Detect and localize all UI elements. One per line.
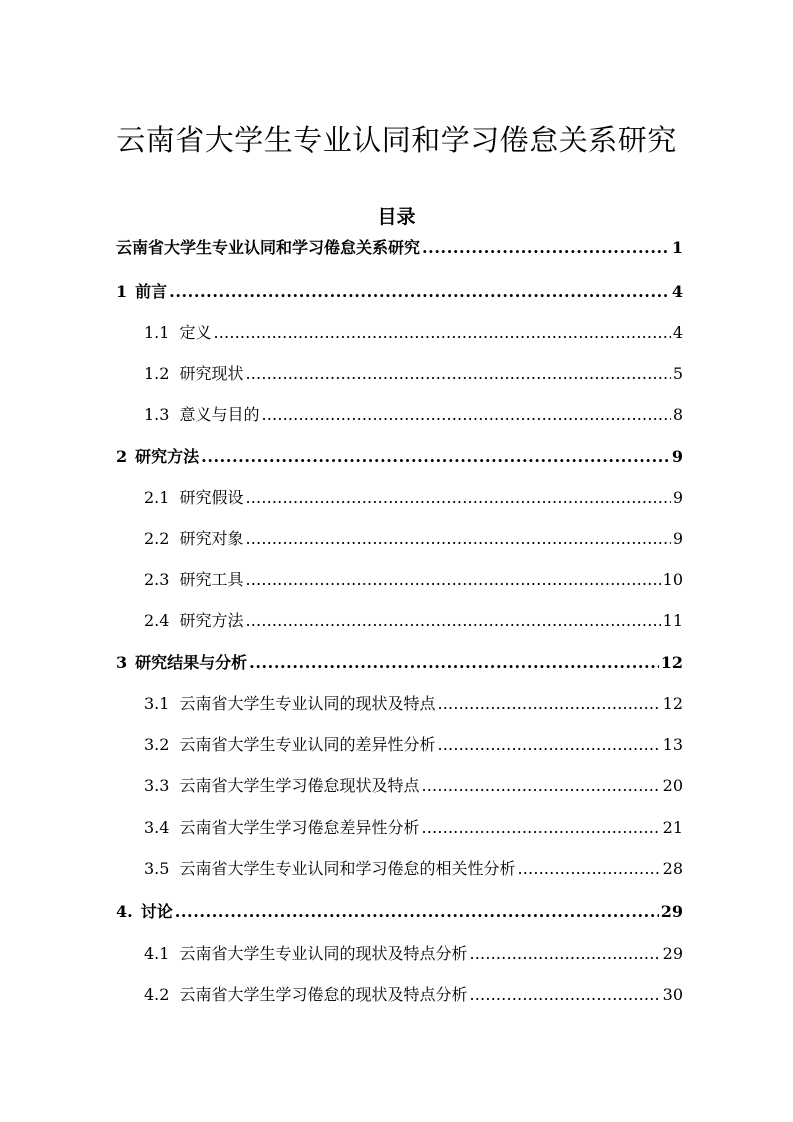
toc-entry-number: 3.5	[144, 859, 170, 878]
toc-dot-leader	[213, 323, 670, 343]
toc-entry-number: 3.3	[144, 776, 170, 795]
toc-entry-page: 10	[662, 570, 683, 589]
toc-entry[interactable]	[144, 611, 683, 631]
toc-entry[interactable]	[144, 364, 683, 384]
toc-entry-number: 1.2	[144, 364, 170, 383]
toc-entry[interactable]	[116, 902, 683, 922]
toc-dot-leader	[245, 529, 670, 549]
toc-entry[interactable]	[144, 776, 683, 796]
toc-entry-title: 研究对象	[179, 529, 244, 548]
toc-entry-title: 研究结果与分析	[135, 653, 248, 672]
toc-entry-title: 云南省大学生专业认同和学习倦怠的相关性分析	[179, 859, 516, 878]
toc-entry-page: 5	[672, 364, 683, 383]
toc-entry-number: 3	[116, 653, 128, 672]
toc-entry-number: 3.4	[144, 818, 170, 837]
toc-entry-number: 1.3	[144, 405, 170, 424]
toc-dot-leader	[201, 447, 670, 467]
toc-entry-title: 云南省大学生学习倦怠差异性分析	[179, 818, 420, 837]
toc-entry-page: 4	[671, 282, 683, 301]
toc-entry-number: 2.3	[144, 570, 170, 589]
toc-entry-number: 4.1	[144, 944, 170, 963]
toc-dot-leader	[469, 985, 660, 1005]
toc-entry-title: 研究假设	[179, 488, 244, 507]
toc-entry-title: 云南省大学生专业认同和学习倦怠关系研究	[116, 238, 421, 257]
toc-entry-page: 9	[672, 488, 683, 507]
toc-dot-leader	[421, 776, 660, 796]
toc-entry[interactable]	[116, 447, 683, 467]
toc-entry-number: 3.1	[144, 694, 170, 713]
toc-entry-page: 8	[672, 405, 683, 424]
toc-entry-number: 2.1	[144, 488, 170, 507]
toc-entry-title: 云南省大学生专业认同的现状及特点分析	[179, 944, 468, 963]
toc-dot-leader	[517, 859, 660, 879]
toc-entry-page: 9	[671, 447, 683, 466]
toc-dot-leader	[245, 364, 670, 384]
toc-entry-page: 20	[662, 776, 683, 795]
toc-entry[interactable]	[144, 985, 683, 1005]
toc-entry[interactable]	[144, 818, 683, 838]
toc-entry[interactable]	[144, 735, 683, 755]
toc-dot-leader	[245, 611, 660, 631]
toc-entry[interactable]	[144, 323, 683, 343]
toc-entry-title: 研究现状	[179, 364, 244, 383]
toc-entry-page: 11	[662, 611, 683, 630]
toc-entry[interactable]	[116, 238, 683, 258]
toc-entry-number: 3.2	[144, 735, 170, 754]
toc-entry[interactable]	[144, 488, 683, 508]
toc-entry-title: 研究方法	[135, 447, 200, 466]
toc-entry-page: 9	[672, 529, 683, 548]
toc-dot-leader	[422, 238, 670, 258]
document-title: 云南省大学生专业认同和学习倦怠关系研究	[116, 123, 677, 157]
toc-entry-number: 1.1	[144, 323, 170, 342]
toc-entry[interactable]	[144, 944, 683, 964]
toc-entry-number: 2.2	[144, 529, 170, 548]
toc-entry[interactable]	[116, 282, 683, 302]
toc-entry-page: 12	[660, 653, 683, 672]
toc-entry[interactable]	[144, 529, 683, 549]
toc-entry-number: 4.2	[144, 985, 170, 1004]
toc-entry-page: 12	[662, 694, 683, 713]
toc-entry-title: 研究工具	[179, 570, 244, 589]
toc-entry[interactable]	[144, 570, 683, 590]
toc-entry-title: 前言	[135, 282, 168, 301]
toc-dot-leader	[421, 818, 660, 838]
toc-entry-page: 13	[662, 735, 683, 754]
toc-dot-leader	[469, 944, 660, 964]
toc-entry-number: 4.	[116, 902, 133, 921]
toc-entry[interactable]	[144, 694, 683, 714]
toc-entry[interactable]	[144, 405, 683, 425]
toc-entry-page: 4	[672, 323, 683, 342]
toc-entry-title: 讨论	[140, 902, 173, 921]
toc-entry-number: 1	[116, 282, 128, 301]
toc-entry-page: 21	[662, 818, 683, 837]
toc-entry-title: 云南省大学生学习倦怠现状及特点	[179, 776, 420, 795]
toc-entry-title: 云南省大学生专业认同的现状及特点	[179, 694, 436, 713]
toc-dot-leader	[437, 694, 660, 714]
toc-entry-page: 29	[662, 944, 683, 963]
toc-entry-title: 云南省大学生学习倦怠的现状及特点分析	[179, 985, 468, 1004]
toc-entry-title: 研究方法	[179, 611, 244, 630]
toc-entry-page: 30	[662, 985, 683, 1004]
toc-dot-leader	[245, 488, 670, 508]
toc-heading: 目录	[377, 206, 416, 228]
toc-entry[interactable]	[144, 859, 683, 879]
toc-dot-leader	[175, 902, 659, 922]
toc-entry-title: 意义与目的	[179, 405, 260, 424]
toc-entry-page: 28	[662, 859, 683, 878]
toc-dot-leader	[245, 570, 660, 590]
toc-entry-number: 2.4	[144, 611, 170, 630]
toc-entry-number: 2	[116, 447, 128, 466]
toc-dot-leader	[169, 282, 670, 302]
toc-dot-leader	[437, 735, 660, 755]
toc-entry[interactable]	[116, 653, 683, 673]
toc-dot-leader	[249, 653, 659, 673]
toc-entry-title: 云南省大学生专业认同的差异性分析	[179, 735, 436, 754]
toc-dot-leader	[261, 405, 670, 425]
toc-entry-title: 定义	[179, 323, 212, 342]
toc-entry-page: 1	[671, 238, 683, 257]
toc-entry-page: 29	[660, 902, 683, 921]
